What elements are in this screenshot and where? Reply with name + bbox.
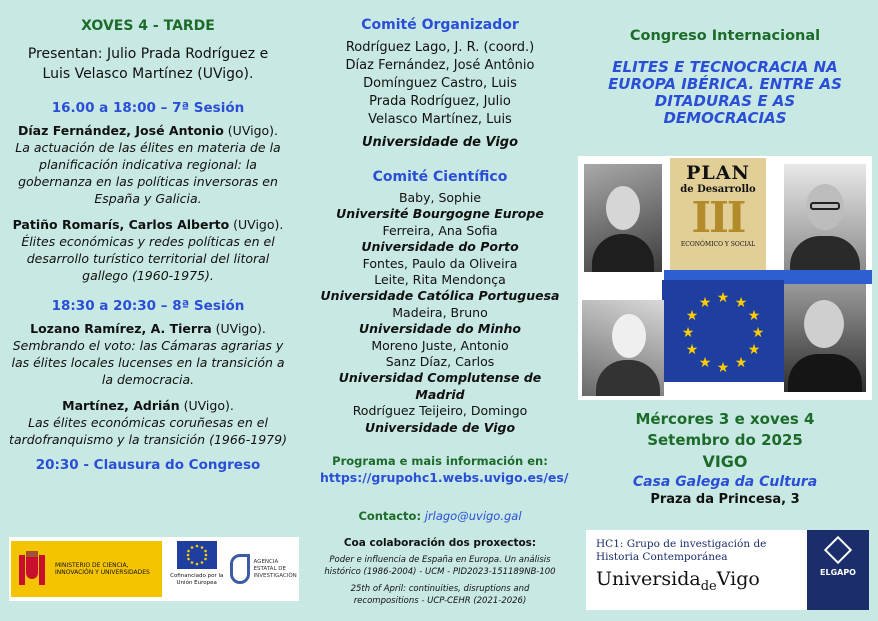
svg-text:★: ★ — [734, 355, 748, 371]
poster-plan-text: PLAN — [686, 162, 750, 184]
organizer-name: Velasco Martínez, Luis — [368, 112, 512, 127]
talk-title: Élites económicas y redes políticas en el desarrollo turístico territorial del litoral gallego (1960-1975). — [21, 234, 275, 283]
collaboration-project-1: Poder e influencia de España en Europa. Un análisis histórico (1986-2004) - UCM - PID2023-151189NB-100 — [324, 555, 556, 578]
talk-affiliation: (UVigo). — [179, 398, 234, 413]
middle-column — [320, 0, 569, 607]
portrait-top-left — [584, 164, 662, 272]
eu-flag-large — [662, 280, 784, 382]
hc1-line-2: Historia Contemporánea — [596, 551, 728, 563]
talk-author: Martínez, Adrián — [62, 398, 180, 413]
scientific-member-university: Universidad Complutense de Madrid — [338, 370, 542, 402]
presenters-text: Presentan: Julio Prada Rodríguez e Luis Velasco Martínez (UVigo). — [27, 46, 269, 82]
svg-text:★: ★ — [716, 360, 730, 376]
svg-text:★: ★ — [698, 295, 712, 311]
svg-text:★: ★ — [681, 325, 695, 341]
poster-roman-numeral: III — [691, 193, 745, 242]
talk-affiliation: (UVigo). — [223, 123, 279, 138]
eu-flag-icon — [177, 541, 217, 569]
ministry-logo — [11, 541, 162, 597]
closing-heading: 20:30 - Clausura do Congreso — [35, 457, 261, 473]
organizer-name: Prada Rodríguez, Julio — [369, 94, 511, 109]
scientific-member-university: Universidade do Porto — [361, 239, 519, 255]
program-label: Programa e mais información en: — [332, 454, 548, 469]
event-venue: Casa Galega da Cultura — [632, 474, 818, 490]
uvigo-wordmark-part-1: Universida — [596, 568, 701, 590]
talk-affiliation: (UVigo). — [211, 321, 266, 336]
uvigo-wordmark — [596, 568, 797, 594]
elgapo-logo — [807, 530, 869, 610]
svg-text:★: ★ — [747, 308, 761, 324]
scientific-member-university: Universidade Católica Portuguesa — [320, 288, 560, 304]
hc1-line-1: HC1: Grupo de investigación de — [596, 538, 767, 550]
scientific-member-name: Sanz Díaz, Carlos — [385, 354, 495, 370]
eu-logo — [168, 541, 226, 597]
svg-text:★: ★ — [698, 355, 712, 371]
talk-entry — [6, 122, 290, 207]
event-month: Setembro do 2025 — [647, 431, 803, 449]
svg-text:★: ★ — [685, 342, 699, 358]
event-details — [578, 410, 872, 507]
event-address: Praza da Princesa, 3 — [650, 492, 800, 507]
left-column — [6, 0, 290, 473]
talk-title: Sembrando el voto: las Cámaras agrarias y las élites locales lucenses en la transición a la democracia. — [11, 338, 285, 387]
scientific-member-university: Universidade do Minho — [358, 321, 521, 337]
eu-logo-text: Cofinanciado por la Unión Europea — [170, 573, 224, 586]
event-type: Congreso Internacional — [629, 28, 821, 44]
agency-logo-icon — [230, 554, 250, 584]
funding-logos — [9, 537, 299, 601]
talk-affiliation: (UVigo). — [229, 217, 284, 232]
contact-email-link[interactable]: jrlago@uvigo.gal — [424, 509, 522, 524]
uvigo-wordmark-part-2: de — [700, 579, 717, 594]
organizer-name: Díaz Fernández, José Antônio — [345, 58, 535, 73]
svg-text:★: ★ — [751, 325, 765, 341]
organizer-name: Rodríguez Lago, J. R. (coord.) — [345, 40, 535, 55]
coat-of-arms-icon — [15, 549, 49, 589]
talk-entry — [6, 320, 290, 388]
svg-text:★: ★ — [716, 290, 730, 306]
session-8-heading: 18:30 a 20:30 – 8ª Sesión — [51, 298, 245, 314]
talk-entry — [6, 397, 290, 448]
talk-author: Díaz Fernández, José Antonio — [17, 123, 224, 138]
event-dates: Mércores 3 e xoves 4 — [635, 410, 815, 428]
scientific-member-name: Ferreira, Ana Sofia — [382, 222, 498, 238]
portrait-bottom-right — [784, 284, 866, 392]
talk-entry — [6, 216, 290, 284]
agency-logo — [230, 541, 299, 597]
university-logos — [586, 530, 869, 610]
session-8-talks — [6, 320, 290, 448]
svg-text:★: ★ — [734, 295, 748, 311]
session-7-heading: 16.00 a 18:00 – 7ª Sesión — [51, 100, 245, 116]
program-link[interactable]: https://grupohc1.webs.uvigo.es/es/ — [320, 470, 569, 486]
hc1-uvigo-logo — [586, 530, 807, 610]
plan-desarrollo-poster — [670, 158, 766, 278]
collaboration-title: Coa colaboración dos proxectos: — [343, 537, 537, 550]
talk-author: Lozano Ramírez, A. Tierra — [30, 321, 212, 336]
scientific-committee-title: Comité Científico — [372, 169, 508, 185]
scientific-member-university: Université Bourgogne Europe — [336, 206, 544, 222]
day-heading: XOVES 4 - TARDE — [81, 18, 215, 34]
organizing-committee-title: Comité Organizador — [361, 17, 519, 33]
scientific-member-name: Fontes, Paulo da Oliveira — [362, 255, 518, 271]
scientific-committee-list — [320, 190, 560, 436]
contact-label: Contacto: — [358, 509, 422, 524]
scientific-member-university: Universidade de Vigo — [364, 419, 516, 435]
scientific-member-name: Baby, Sophie — [398, 190, 482, 205]
scientific-member-name: Rodríguez Teijeiro, Domingo — [352, 403, 528, 419]
collaboration-project-2: 25th of April: continuities, disruptions and recompositions - UCP-CEHR (2021-2026) — [350, 584, 530, 607]
agency-logo-text: AGENCIA ESTATAL DE INVESTIGACIÓN — [253, 558, 297, 579]
scientific-member-name: Madeira, Bruno — [392, 304, 488, 320]
poster-subtitle: ECONÓMICO Y SOCIAL — [680, 241, 756, 248]
portrait-top-right — [784, 164, 866, 272]
talk-title: La actuación de las élites en materia de la planificación indicativa regional: la gobernanza en las políticas inversoras en España y Galicia. — [15, 140, 281, 206]
portrait-bottom-left — [582, 300, 664, 396]
elgapo-icon — [824, 536, 852, 564]
organizer-name: Domínguez Castro, Luis — [363, 76, 517, 91]
scientific-member-name: Leite, Rita Mendonça — [374, 272, 506, 288]
event-city: VIGO — [702, 452, 748, 471]
eu-flag-band — [578, 270, 872, 382]
session-7-talks — [6, 122, 290, 284]
svg-text:★: ★ — [747, 342, 761, 358]
talk-title: Las élites económicas coruñesas en el tardofranquismo y la transición (1966-1979) — [9, 415, 287, 447]
right-column — [578, 0, 872, 127]
ministry-logo-text: MINISTERIO DE CIENCIA, INNOVACIÓN Y UNIVERSIDADES — [55, 562, 150, 576]
talk-author: Patiño Romarís, Carlos Alberto — [12, 217, 230, 232]
cover-collage — [578, 156, 872, 400]
poster-de-text: de Desarrollo — [680, 184, 756, 195]
scientific-member-name: Moreno Juste, Antonio — [371, 337, 509, 353]
contact-line — [320, 509, 560, 523]
congress-title: ELITES E TECNOCRACIA NA EUROPA IBÉRICA. ENTRE AS DITADURAS E AS DEMOCRACIAS — [608, 58, 842, 127]
organizing-committee-list — [320, 39, 560, 129]
elgapo-text: ELGAPO — [820, 568, 856, 577]
uvigo-wordmark-part-3: Vigo — [716, 568, 760, 590]
svg-text:★: ★ — [685, 308, 699, 324]
organizing-committee-university: Universidade de Vigo — [361, 135, 519, 150]
